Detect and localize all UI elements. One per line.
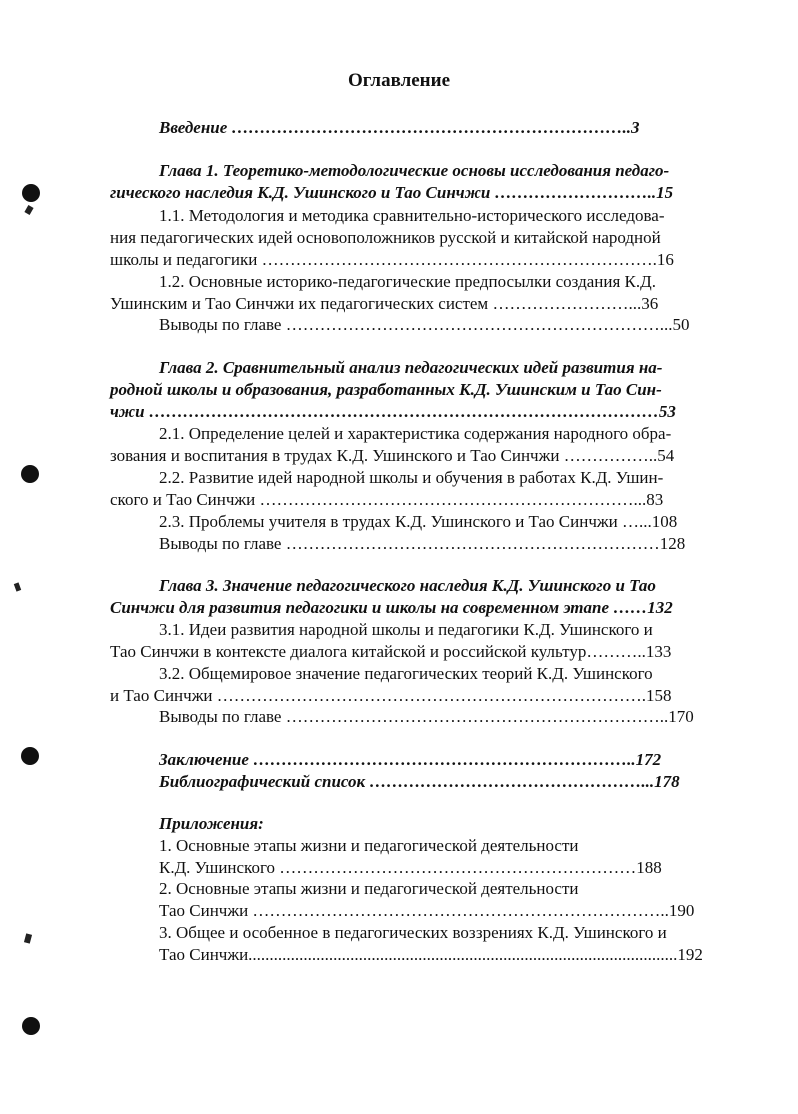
toc-section-2-3: 2.3. Проблемы учителя в трудах К.Д. Ушинского и Тао Синчжи …...108 bbox=[159, 512, 678, 531]
toc-chapter-1-line-1: Глава 1. Теоретико-методологические основы исследования педаго- bbox=[159, 161, 670, 180]
binder-hole-3 bbox=[21, 747, 39, 765]
toc-section-1-1-line-1: 1.1. Методология и методика сравнительно-исторического исследова- bbox=[159, 206, 665, 225]
toc-section-1-2-line-1: 1.2. Основные историко-педагогические предпосылки создания К.Д. bbox=[159, 272, 656, 291]
scan-speck-2 bbox=[14, 582, 21, 591]
toc-chapter-1-line-2: гического наследия К.Д. Ушинского и Тао Синчжи ………………………..15 bbox=[110, 183, 674, 202]
toc-appendix-3-line-2: Тао Синчжи.....................................................................................................192 bbox=[159, 945, 703, 964]
toc-section-3-1-line-1: 3.1. Идеи развития народной школы и педагогики К.Д. Ушинского и bbox=[159, 620, 653, 639]
toc-conclusions-chapter-2: Выводы по главе …………………………………………………………128 bbox=[159, 534, 686, 553]
toc-appendix-1-line-2: К.Д. Ушинского ………………………………………………………188 bbox=[159, 858, 662, 877]
toc-appendix-2-line-1: 2. Основные этапы жизни и педагогической деятельности bbox=[159, 879, 579, 898]
toc-chapter-2-line-1: Глава 2. Сравнительный анализ педагогических идей развития на- bbox=[159, 358, 663, 377]
binder-hole-4 bbox=[22, 1017, 40, 1035]
toc-chapter-3-line-1: Глава 3. Значение педагогического наследия К.Д. Ушинского и Тао bbox=[159, 576, 656, 595]
toc-section-1-2-line-2: Ушинским и Тао Синчжи их педагогических систем ……………………...36 bbox=[110, 294, 659, 313]
toc-section-2-2-line-2: ского и Тао Синчжи …………………………………………………………...83 bbox=[110, 490, 664, 509]
toc-section-2-2-line-1: 2.2. Развитие идей народной школы и обучения в работах К.Д. Ушин- bbox=[159, 468, 664, 487]
binder-hole-1 bbox=[22, 184, 40, 202]
toc-section-1-1-line-2: ния педагогических идей основоположников русской и китайской народной bbox=[110, 228, 661, 247]
toc-section-2-1-line-2: зования и воспитания в трудах К.Д. Ушинского и Тао Синчжи ……………..54 bbox=[110, 446, 675, 465]
toc-chapter-3-line-2: Синчжи для развития педагогики и школы на современном этапе ……132 bbox=[110, 598, 673, 617]
toc-section-3-2-line-1: 3.2. Общемировое значение педагогических теорий К.Д. Ушинского bbox=[159, 664, 653, 683]
toc-appendix-2-line-2: Тао Синчжи ………………………………………………………………..190 bbox=[159, 901, 695, 920]
binder-hole-2 bbox=[21, 465, 39, 483]
scan-speck-1 bbox=[24, 205, 33, 215]
toc-section-1-1-line-3: школы и педагогики …………………………………………………………….16 bbox=[110, 250, 674, 269]
scan-speck-3 bbox=[24, 933, 32, 943]
toc-conclusions-chapter-1: Выводы по главе …………………………………………………………...50 bbox=[159, 315, 690, 334]
toc-chapter-2-line-3: чжи ………………………………………………………………………………53 bbox=[110, 402, 676, 421]
toc-section-3-1-line-2: Тао Синчжи в контексте диалога китайской и российской культур………..133 bbox=[110, 642, 672, 661]
toc-section-2-1-line-1: 2.1. Определение целей и характеристика содержания народного обра- bbox=[159, 424, 672, 443]
toc-entry-conclusion: Заключение …………………………………………………………..172 bbox=[159, 750, 662, 769]
toc-chapter-2-line-2: родной школы и образования, разработанных К.Д. Ушинским и Тао Син- bbox=[110, 380, 662, 399]
toc-section-3-2-line-2: и Тао Синчжи ………………………………………………………………….158 bbox=[110, 686, 672, 705]
toc-entry-intro: Введение ……………………………………………………………..3 bbox=[159, 118, 640, 137]
page-title: Оглавление bbox=[347, 70, 451, 91]
toc-appendix-3-line-1: 3. Общее и особенное в педагогических воззрениях К.Д. Ушинского и bbox=[159, 923, 667, 942]
toc-appendices-heading: Приложения: bbox=[159, 814, 264, 833]
toc-entry-bibliography: Библиографический список …………………………………………...178 bbox=[159, 772, 680, 791]
toc-conclusions-chapter-3: Выводы по главе …………………………………………………………..170 bbox=[159, 707, 694, 726]
toc-appendix-1-line-1: 1. Основные этапы жизни и педагогической деятельности bbox=[159, 836, 579, 855]
